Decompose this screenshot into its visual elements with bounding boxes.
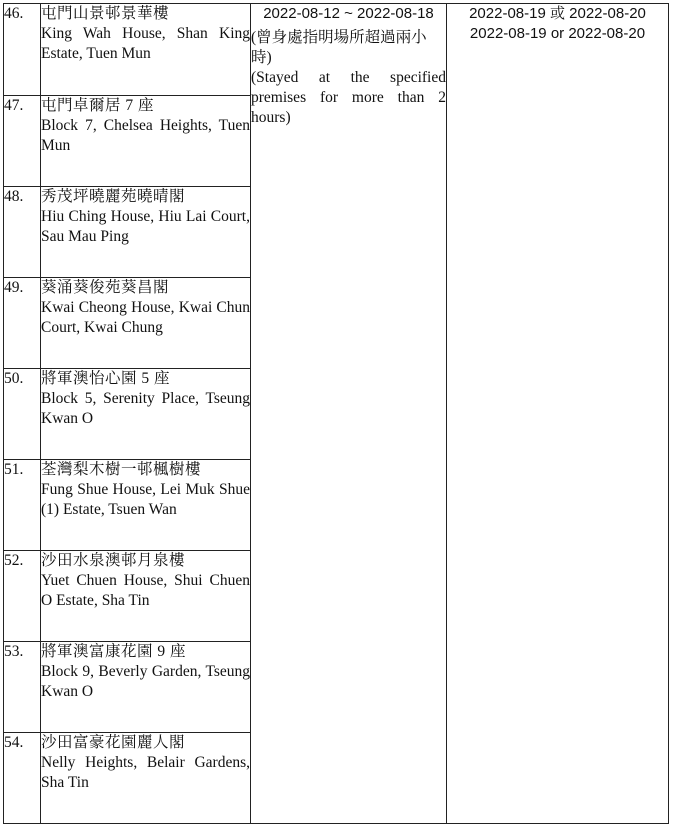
premises-name-en: Hiu Ching House, Hiu Lai Court, Sau Mau Ping bbox=[41, 208, 250, 245]
row-number: 52. bbox=[4, 551, 41, 642]
premises-cell bbox=[41, 96, 251, 187]
premises-cell bbox=[41, 551, 251, 642]
row-number: 47. bbox=[4, 96, 41, 187]
premises-name-zh: 秀茂坪曉麗苑曉晴閣 bbox=[41, 188, 186, 205]
premises-name-zh: 將軍澳富康花園 9 座 bbox=[41, 643, 187, 660]
row-number: 51. bbox=[4, 460, 41, 551]
premises-name-zh: 將軍澳怡心園 5 座 bbox=[41, 370, 171, 387]
stay-note-zh: (曾身處指明場所超過兩小時) bbox=[251, 29, 427, 66]
premises-cell bbox=[41, 642, 251, 733]
premises-cell bbox=[41, 187, 251, 278]
premises-name-en: Fung Shue House, Lei Muk Shue (1) Estate, Tsuen Wan bbox=[41, 481, 250, 518]
premises-cell bbox=[41, 4, 251, 96]
visit-date-range: 2022-08-12 ~ 2022-08-18 bbox=[263, 5, 434, 22]
premises-name-zh: 屯門卓爾居 7 座 bbox=[41, 97, 155, 114]
premises-name-en: Block 7, Chelsea Heights, Tuen Mun bbox=[41, 117, 250, 154]
premises-name-en: Block 5, Serenity Place, Tseung Kwan O bbox=[41, 390, 250, 427]
premises-name-en: Kwai Cheong House, Kwai Chun Court, Kwai Chung bbox=[41, 299, 250, 336]
row-number: 53. bbox=[4, 642, 41, 733]
premises-cell bbox=[41, 369, 251, 460]
table-row bbox=[4, 4, 669, 96]
premises-name-en: Yuet Chuen House, Shui Chuen O Estate, Sha Tin bbox=[41, 572, 250, 609]
stay-note-en: (Stayed at the specified premises for more than 2 hours) bbox=[251, 69, 446, 126]
test-dates-cell bbox=[447, 4, 669, 824]
row-number: 49. bbox=[4, 278, 41, 369]
premises-name-zh: 沙田富豪花園麗人閣 bbox=[41, 734, 186, 751]
visit-period-cell bbox=[251, 4, 447, 824]
row-number: 46. bbox=[4, 4, 41, 96]
premises-cell bbox=[41, 460, 251, 551]
test-dates-zh: 2022-08-19 或 2022-08-20 bbox=[469, 5, 646, 22]
premises-name-zh: 屯門山景邨景華樓 bbox=[41, 5, 170, 22]
premises-name-en: King Wah House, Shan King Estate, Tuen Mun bbox=[41, 25, 250, 62]
premises-name-zh: 葵涌葵俊苑葵昌閣 bbox=[41, 279, 170, 296]
premises-name-zh: 荃灣梨木樹一邨楓樹樓 bbox=[41, 461, 202, 478]
premises-cell bbox=[41, 733, 251, 824]
premises-name-en: Block 9, Beverly Garden, Tseung Kwan O bbox=[41, 663, 250, 700]
row-number: 48. bbox=[4, 187, 41, 278]
premises-cell bbox=[41, 278, 251, 369]
premises-name-en: Nelly Heights, Belair Gardens, Sha Tin bbox=[41, 754, 250, 791]
test-dates-en: 2022-08-19 or 2022-08-20 bbox=[469, 25, 646, 42]
premises-table bbox=[3, 3, 669, 824]
row-number: 54. bbox=[4, 733, 41, 824]
premises-name-zh: 沙田水泉澳邨月泉樓 bbox=[41, 552, 186, 569]
row-number: 50. bbox=[4, 369, 41, 460]
